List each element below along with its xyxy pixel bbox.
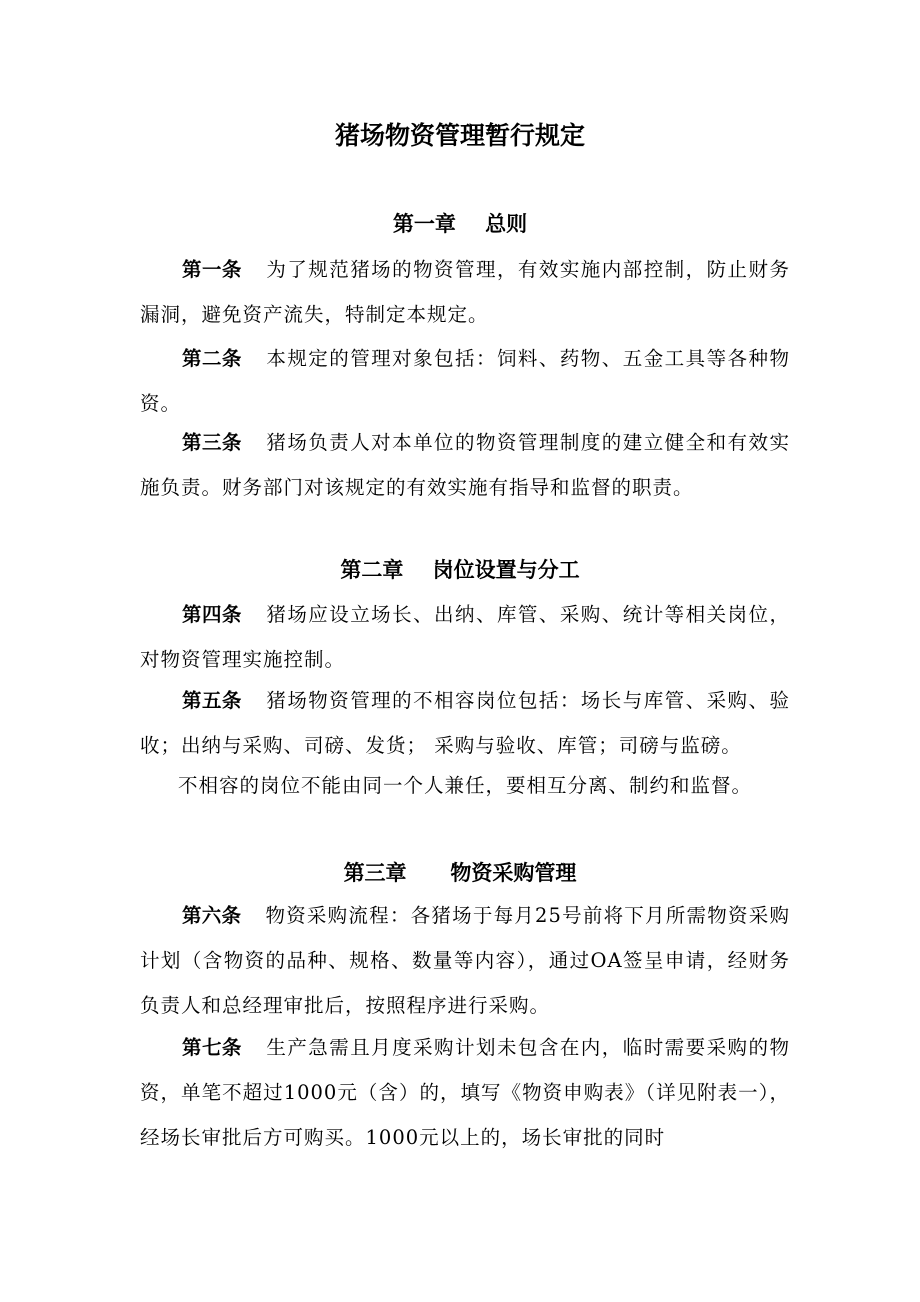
chapter-heading-2: 第二章 岗位设置与分工 bbox=[340, 558, 580, 582]
article-text: 生产急需且月度采购计划未包含在内，临时需要采购的物资，单笔不超过1000元（含）的，填写《物资申购表》（详见附表一），经场长审批后方可购买。1000元以上的，场长审批的同时 bbox=[140, 1036, 790, 1149]
article-text: 不相容的岗位不能由同一个人兼任，要相互分离、制约和监督。 bbox=[178, 774, 753, 797]
article-label: 第一条 bbox=[182, 258, 242, 281]
article-5-continuation bbox=[140, 763, 790, 808]
article-text: 猪场负责人对本单位的物资管理制度的建立健全和有效实施负责。财务部门对该规定的有效实施有指导和监督的职责。 bbox=[140, 431, 790, 499]
article-label: 第三条 bbox=[182, 431, 242, 454]
article-3 bbox=[140, 420, 790, 510]
article-4 bbox=[140, 592, 790, 682]
article-label: 第五条 bbox=[182, 689, 242, 712]
article-7 bbox=[140, 1025, 790, 1160]
article-text: 物资采购流程：各猪场于每月25号前将下月所需物资采购计划（含物资的品种、规格、数量等内容），通过OA签呈申请，经财务负责人和总经理审批后，按照程序进行采购。 bbox=[140, 904, 790, 1017]
document-title: 猪场物资管理暂行规定 bbox=[334, 121, 585, 150]
article-text: 猪场物资管理的不相容岗位包括：场长与库管、采购、验收；出纳与采购、司磅、发货； 采购与验收、库管；司磅与监磅。 bbox=[140, 689, 790, 757]
article-label: 第二条 bbox=[182, 347, 242, 370]
article-text: 为了规范猪场的物资管理，有效实施内部控制，防止财务漏洞，避免资产流失，特制定本规定。 bbox=[140, 258, 790, 326]
article-6 bbox=[140, 893, 790, 1028]
article-label: 第七条 bbox=[182, 1036, 242, 1059]
article-label: 第四条 bbox=[182, 603, 242, 626]
article-label: 第六条 bbox=[182, 904, 242, 927]
article-text: 本规定的管理对象包括：饲料、药物、五金工具等各种物资。 bbox=[140, 347, 790, 415]
article-5 bbox=[140, 678, 790, 768]
chapter-heading-1: 第一章 总则 bbox=[392, 212, 528, 236]
article-text: 猪场应设立场长、出纳、库管、采购、统计等相关岗位，对物资管理实施控制。 bbox=[140, 603, 790, 671]
article-2 bbox=[140, 336, 790, 426]
article-1 bbox=[140, 247, 790, 337]
chapter-heading-3: 第三章 物资采购管理 bbox=[343, 861, 577, 885]
